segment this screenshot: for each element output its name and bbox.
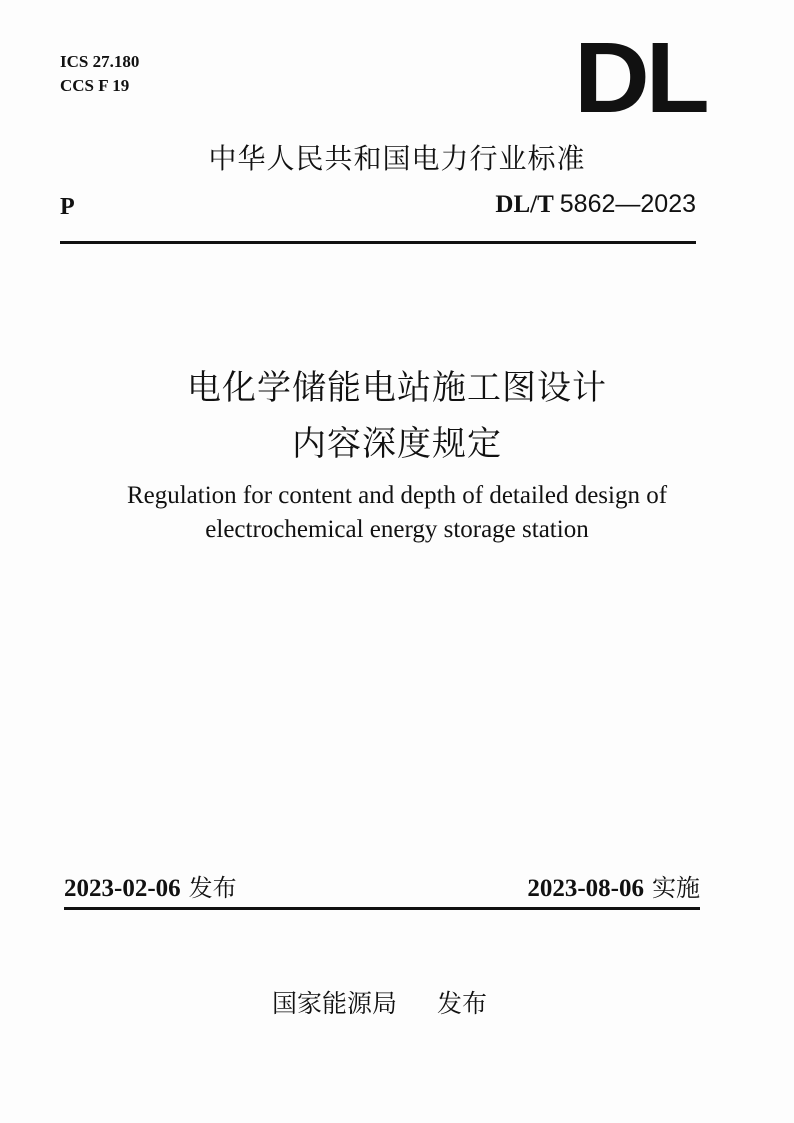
classification-codes (60, 50, 139, 98)
title-cn-line-1: 电化学储能电站施工图设计 (187, 368, 607, 408)
issue-label: 发布 (188, 874, 237, 902)
implementation-date (527, 868, 700, 903)
category-code: P (60, 194, 75, 220)
title-en-line-1: Regulation for content and depth of detailed design of (126, 482, 668, 509)
issue-date (64, 868, 237, 903)
implementation-label: 实施 (652, 874, 700, 902)
standard-code: 5862—2023 (559, 190, 696, 218)
issue-date-value: 2023-02-06 (64, 875, 181, 902)
header-divider (60, 241, 696, 244)
implementation-date-value: 2023-08-06 (527, 875, 644, 902)
dl-logo: DL (574, 22, 706, 134)
standard-prefix: DL/T (495, 191, 554, 218)
publish-label: 发布 (437, 989, 488, 1018)
organization-title: 中华人民共和国电力行业标准 (208, 142, 586, 175)
publisher-name: 国家能源局 (272, 989, 398, 1018)
title-cn-line-2: 内容深度规定 (292, 424, 502, 464)
standard-number (495, 190, 696, 219)
footer-divider (64, 907, 700, 910)
title-en-line-2: electrochemical energy storage station (205, 516, 589, 543)
ccs-code: CCS F 19 (60, 76, 130, 95)
ics-code: ICS 27.180 (60, 52, 140, 71)
publisher (272, 984, 487, 1020)
